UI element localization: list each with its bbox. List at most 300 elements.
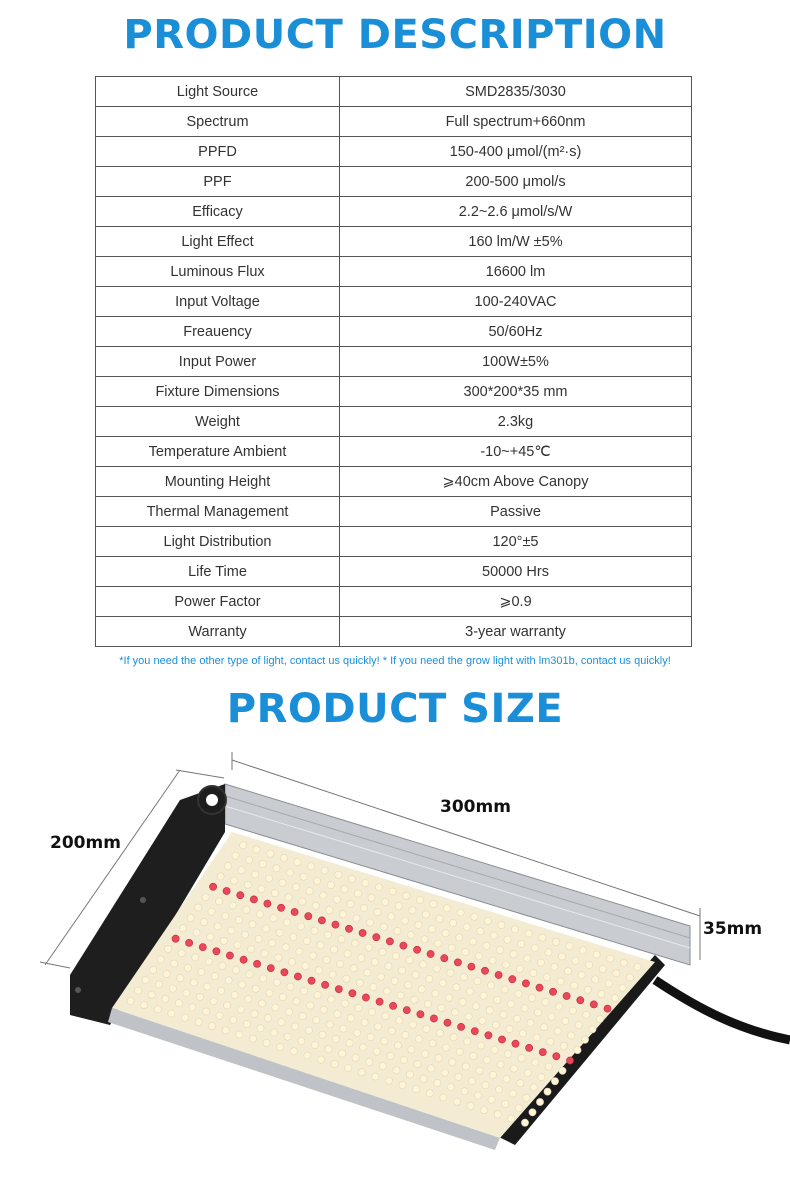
- white-led: [141, 1002, 148, 1009]
- red-led: [495, 971, 502, 978]
- white-led: [545, 1063, 552, 1070]
- white-led: [240, 842, 247, 849]
- white-led: [405, 982, 412, 989]
- white-led: [237, 1006, 244, 1013]
- red-led: [441, 955, 448, 962]
- white-led: [314, 992, 321, 999]
- white-led: [299, 898, 306, 905]
- spec-row: [96, 317, 692, 347]
- white-led: [511, 926, 518, 933]
- spec-label: Mounting Height: [96, 467, 340, 497]
- spec-row: [96, 107, 692, 137]
- white-led: [236, 1031, 243, 1038]
- spec-label: Freauency: [96, 317, 340, 347]
- white-led: [467, 1102, 474, 1109]
- white-led: [210, 998, 217, 1005]
- spec-row: [96, 377, 692, 407]
- white-led: [510, 1065, 517, 1072]
- red-led: [454, 959, 461, 966]
- red-led: [332, 921, 339, 928]
- spec-label: Warranty: [96, 617, 340, 647]
- white-led: [620, 959, 627, 966]
- white-led: [456, 1048, 463, 1055]
- white-led: [154, 1006, 161, 1013]
- white-led: [246, 971, 253, 978]
- white-led: [203, 1008, 210, 1015]
- white-led: [195, 904, 202, 911]
- white-led: [326, 1021, 333, 1028]
- white-led: [488, 982, 495, 989]
- white-led: [168, 1010, 175, 1017]
- white-led: [435, 940, 442, 947]
- spec-value: 50/60Hz: [340, 317, 692, 347]
- white-led: [447, 969, 454, 976]
- white-led: [559, 1067, 566, 1074]
- white-led: [521, 1119, 528, 1126]
- white-led: [282, 944, 289, 951]
- white-led: [275, 954, 282, 961]
- white-led: [324, 931, 331, 938]
- white-led: [238, 867, 245, 874]
- red-led: [509, 976, 516, 983]
- white-led: [401, 917, 408, 924]
- spec-value: 100-240VAC: [340, 287, 692, 317]
- white-led: [354, 1029, 361, 1036]
- white-led: [579, 947, 586, 954]
- white-led: [229, 902, 236, 909]
- spec-value: 2.3kg: [340, 407, 692, 437]
- white-led: [333, 896, 340, 903]
- white-led: [284, 1033, 291, 1040]
- white-led: [180, 925, 187, 932]
- depth-dimension-label: 200mm: [50, 833, 121, 853]
- white-led: [611, 995, 618, 1002]
- white-led: [303, 938, 310, 945]
- white-led: [519, 1030, 526, 1037]
- white-led: [307, 1002, 314, 1009]
- spec-label: Fixture Dimensions: [96, 377, 340, 407]
- spec-row: [96, 197, 692, 227]
- red-led: [566, 1057, 573, 1064]
- white-led: [278, 1019, 285, 1026]
- red-led: [604, 1005, 611, 1012]
- white-led: [509, 1090, 516, 1097]
- white-led: [258, 885, 265, 892]
- white-led: [265, 875, 272, 882]
- white-led: [428, 1065, 435, 1072]
- white-led: [224, 1002, 231, 1009]
- white-led: [384, 988, 391, 995]
- red-led: [345, 925, 352, 932]
- spec-label: Input Voltage: [96, 287, 340, 317]
- white-led: [537, 959, 544, 966]
- white-led: [413, 1086, 420, 1093]
- white-led: [589, 1026, 596, 1033]
- white-led: [502, 1100, 509, 1107]
- white-led: [314, 877, 321, 884]
- white-led: [300, 873, 307, 880]
- red-led: [498, 1036, 505, 1043]
- white-led: [461, 1088, 468, 1095]
- white-led: [556, 1003, 563, 1010]
- spec-table: [95, 76, 692, 647]
- white-led: [315, 967, 322, 974]
- white-led: [187, 914, 194, 921]
- white-led: [320, 1006, 327, 1013]
- white-led: [494, 1111, 501, 1118]
- white-led: [311, 927, 318, 934]
- red-led: [468, 963, 475, 970]
- white-led: [263, 925, 270, 932]
- white-led: [489, 957, 496, 964]
- white-led: [279, 994, 286, 1001]
- spec-label: Light Source: [96, 77, 340, 107]
- white-led: [304, 1052, 311, 1059]
- white-led: [292, 1023, 299, 1030]
- white-led: [403, 892, 410, 899]
- spec-value: -10~+45℃: [340, 437, 692, 467]
- white-led: [339, 911, 346, 918]
- white-led: [287, 983, 294, 990]
- white-led: [421, 1050, 428, 1057]
- white-led: [468, 1077, 475, 1084]
- red-led: [294, 973, 301, 980]
- white-led: [524, 955, 531, 962]
- white-led: [488, 1096, 495, 1103]
- white-led: [261, 950, 268, 957]
- white-led: [605, 980, 612, 987]
- white-led: [352, 1054, 359, 1061]
- white-led: [439, 980, 446, 987]
- spec-row: [96, 557, 692, 587]
- white-led: [225, 862, 232, 869]
- white-led: [272, 1004, 279, 1011]
- white-led: [443, 1044, 450, 1051]
- white-led: [296, 948, 303, 955]
- white-led: [581, 1036, 588, 1043]
- spec-value: 50000 Hrs: [340, 557, 692, 587]
- white-led: [196, 993, 203, 1000]
- red-led: [403, 1007, 410, 1014]
- red-led: [427, 950, 434, 957]
- red-led: [308, 977, 315, 984]
- red-led: [563, 992, 570, 999]
- white-led: [235, 917, 242, 924]
- white-led: [330, 946, 337, 953]
- white-led: [360, 904, 367, 911]
- white-led: [193, 929, 200, 936]
- white-led: [486, 1007, 493, 1014]
- white-led: [416, 896, 423, 903]
- red-led: [210, 883, 217, 890]
- white-led: [302, 963, 309, 970]
- red-led: [390, 1002, 397, 1009]
- white-led: [341, 1000, 348, 1007]
- white-led: [527, 1019, 534, 1026]
- white-led: [479, 1017, 486, 1024]
- white-led: [273, 865, 280, 872]
- white-led: [320, 892, 327, 899]
- white-led: [394, 1042, 401, 1049]
- white-led: [538, 1073, 545, 1080]
- white-led: [544, 1088, 551, 1095]
- spec-value: 100W±5%: [340, 347, 692, 377]
- white-led: [389, 888, 396, 895]
- white-led: [469, 938, 476, 945]
- power-cable: [655, 980, 790, 1040]
- red-led: [417, 1011, 424, 1018]
- white-led: [263, 1039, 270, 1046]
- spec-value: 300*200*35 mm: [340, 377, 692, 407]
- spec-label: Life Time: [96, 557, 340, 587]
- white-led: [285, 1008, 292, 1015]
- white-led: [515, 1105, 522, 1112]
- white-led: [372, 1073, 379, 1080]
- height-dimension-label: 35mm: [703, 919, 763, 939]
- white-led: [252, 871, 259, 878]
- white-led: [366, 1058, 373, 1065]
- spec-label: Light Distribution: [96, 527, 340, 557]
- white-led: [430, 901, 437, 908]
- white-led: [607, 955, 614, 962]
- white-led: [375, 884, 382, 891]
- white-led: [277, 1044, 284, 1051]
- white-led: [626, 974, 633, 981]
- white-led: [524, 1069, 531, 1076]
- white-led: [207, 933, 214, 940]
- white-led: [249, 921, 256, 928]
- white-led: [220, 937, 227, 944]
- white-led: [280, 854, 287, 861]
- white-led: [462, 1063, 469, 1070]
- spec-value: 160 lm/W ±5%: [340, 227, 692, 257]
- white-led: [466, 988, 473, 995]
- white-led: [394, 927, 401, 934]
- white-led: [228, 927, 235, 934]
- white-led: [317, 1056, 324, 1063]
- white-led: [484, 917, 491, 924]
- white-led: [382, 898, 389, 905]
- white-led: [501, 986, 508, 993]
- white-led: [360, 1044, 367, 1051]
- white-led: [183, 989, 190, 996]
- white-led: [345, 1065, 352, 1072]
- white-led: [453, 984, 460, 991]
- white-led: [270, 1029, 277, 1036]
- white-led: [205, 958, 212, 965]
- white-led: [150, 966, 157, 973]
- white-led: [575, 1022, 582, 1029]
- contact-note: *If you need the other type of light, contact us quickly! * If you need the grow light with lm301b, contact us quickly!: [119, 655, 671, 667]
- white-led: [370, 984, 377, 991]
- white-led: [483, 942, 490, 949]
- white-led: [192, 954, 199, 961]
- white-led: [529, 1109, 536, 1116]
- white-led: [409, 1021, 416, 1028]
- white-led: [432, 990, 439, 997]
- white-led: [490, 932, 497, 939]
- white-led: [298, 1037, 305, 1044]
- white-led: [352, 940, 359, 947]
- white-led: [433, 965, 440, 972]
- white-led: [135, 987, 142, 994]
- white-led: [328, 996, 335, 1003]
- spec-row: [96, 437, 692, 467]
- white-led: [256, 910, 263, 917]
- white-led: [309, 952, 316, 959]
- white-led: [380, 923, 387, 930]
- white-led: [339, 1050, 346, 1057]
- white-led: [444, 905, 451, 912]
- spec-value: SMD2835/3030: [340, 77, 692, 107]
- white-led: [420, 961, 427, 968]
- red-led: [526, 1044, 533, 1051]
- white-led: [460, 973, 467, 980]
- white-led: [308, 863, 315, 870]
- white-led: [368, 894, 375, 901]
- red-led: [254, 960, 261, 967]
- white-led: [480, 992, 487, 999]
- white-led: [181, 1014, 188, 1021]
- white-led: [367, 919, 374, 926]
- white-led: [513, 1015, 520, 1022]
- white-led: [216, 898, 223, 905]
- white-led: [233, 966, 240, 973]
- red-led: [458, 1023, 465, 1030]
- white-led: [426, 1090, 433, 1097]
- white-led: [592, 976, 599, 983]
- white-led: [279, 879, 286, 886]
- white-led: [504, 1050, 511, 1057]
- white-led: [293, 883, 300, 890]
- white-led: [436, 1029, 443, 1036]
- white-led: [422, 911, 429, 918]
- product-description-title: PRODUCT DESCRIPTION: [123, 12, 667, 58]
- white-led: [290, 1048, 297, 1055]
- white-led: [337, 961, 344, 968]
- white-led: [312, 902, 319, 909]
- white-led: [395, 903, 402, 910]
- white-led: [447, 1084, 454, 1091]
- white-led: [244, 881, 251, 888]
- white-led: [402, 1031, 409, 1038]
- spec-row: [96, 77, 692, 107]
- white-led: [557, 978, 564, 985]
- white-led: [234, 942, 241, 949]
- white-led: [358, 954, 365, 961]
- white-led: [208, 908, 215, 915]
- red-led: [335, 986, 342, 993]
- white-led: [400, 1056, 407, 1063]
- white-led: [142, 977, 149, 984]
- spec-label: PPF: [96, 167, 340, 197]
- red-led: [349, 990, 356, 997]
- red-led: [223, 887, 230, 894]
- red-led: [240, 956, 247, 963]
- white-led: [598, 990, 605, 997]
- white-led: [343, 975, 350, 982]
- red-led: [590, 1001, 597, 1008]
- white-led: [424, 1000, 431, 1007]
- spec-value: 2.2~2.6 μmol/s/W: [340, 197, 692, 227]
- white-led: [449, 1059, 456, 1066]
- red-led: [577, 997, 584, 1004]
- white-led: [548, 1013, 555, 1020]
- white-led: [385, 963, 392, 970]
- white-led: [541, 1024, 548, 1031]
- spec-label: Spectrum: [96, 107, 340, 137]
- spec-value: 200-500 μmol/s: [340, 167, 692, 197]
- white-led: [231, 877, 238, 884]
- white-led: [293, 998, 300, 1005]
- white-led: [365, 944, 372, 951]
- white-led: [474, 978, 481, 985]
- white-led: [476, 1067, 483, 1074]
- white-led: [249, 1035, 256, 1042]
- white-led: [255, 935, 262, 942]
- white-led: [373, 1048, 380, 1055]
- spec-row: [96, 167, 692, 197]
- white-led: [286, 869, 293, 876]
- white-led: [156, 981, 163, 988]
- white-led: [504, 936, 511, 943]
- white-led: [584, 986, 591, 993]
- white-led: [571, 982, 578, 989]
- white-led: [464, 1038, 471, 1045]
- white-led: [435, 1054, 442, 1061]
- white-led: [407, 932, 414, 939]
- white-led: [243, 906, 250, 913]
- white-led: [459, 998, 466, 1005]
- white-led: [534, 1009, 541, 1016]
- white-led: [391, 977, 398, 984]
- red-led: [549, 988, 556, 995]
- white-led: [392, 952, 399, 959]
- white-led: [515, 990, 522, 997]
- white-led: [258, 1000, 265, 1007]
- white-led: [465, 1013, 472, 1020]
- white-led: [415, 921, 422, 928]
- white-led: [327, 882, 334, 889]
- white-led: [379, 1063, 386, 1070]
- white-led: [412, 971, 419, 978]
- white-led: [331, 1060, 338, 1067]
- spec-value: Full spectrum+660nm: [340, 107, 692, 137]
- spec-row: [96, 227, 692, 257]
- white-led: [448, 944, 455, 951]
- white-led: [543, 974, 550, 981]
- white-led: [348, 875, 355, 882]
- white-led: [560, 1042, 567, 1049]
- red-led: [471, 1028, 478, 1035]
- white-led: [411, 996, 418, 1003]
- white-led: [246, 856, 253, 863]
- white-led: [482, 1082, 489, 1089]
- white-led: [492, 1021, 499, 1028]
- red-led: [386, 938, 393, 945]
- spec-label: Weight: [96, 407, 340, 437]
- white-led: [217, 873, 224, 880]
- white-led: [399, 967, 406, 974]
- white-led: [500, 1011, 507, 1018]
- white-led: [562, 1017, 569, 1024]
- spec-value: ⩾0.9: [340, 587, 692, 617]
- white-led: [326, 906, 333, 913]
- white-led: [371, 959, 378, 966]
- white-led: [218, 987, 225, 994]
- white-led: [596, 1015, 603, 1022]
- white-led: [175, 1000, 182, 1007]
